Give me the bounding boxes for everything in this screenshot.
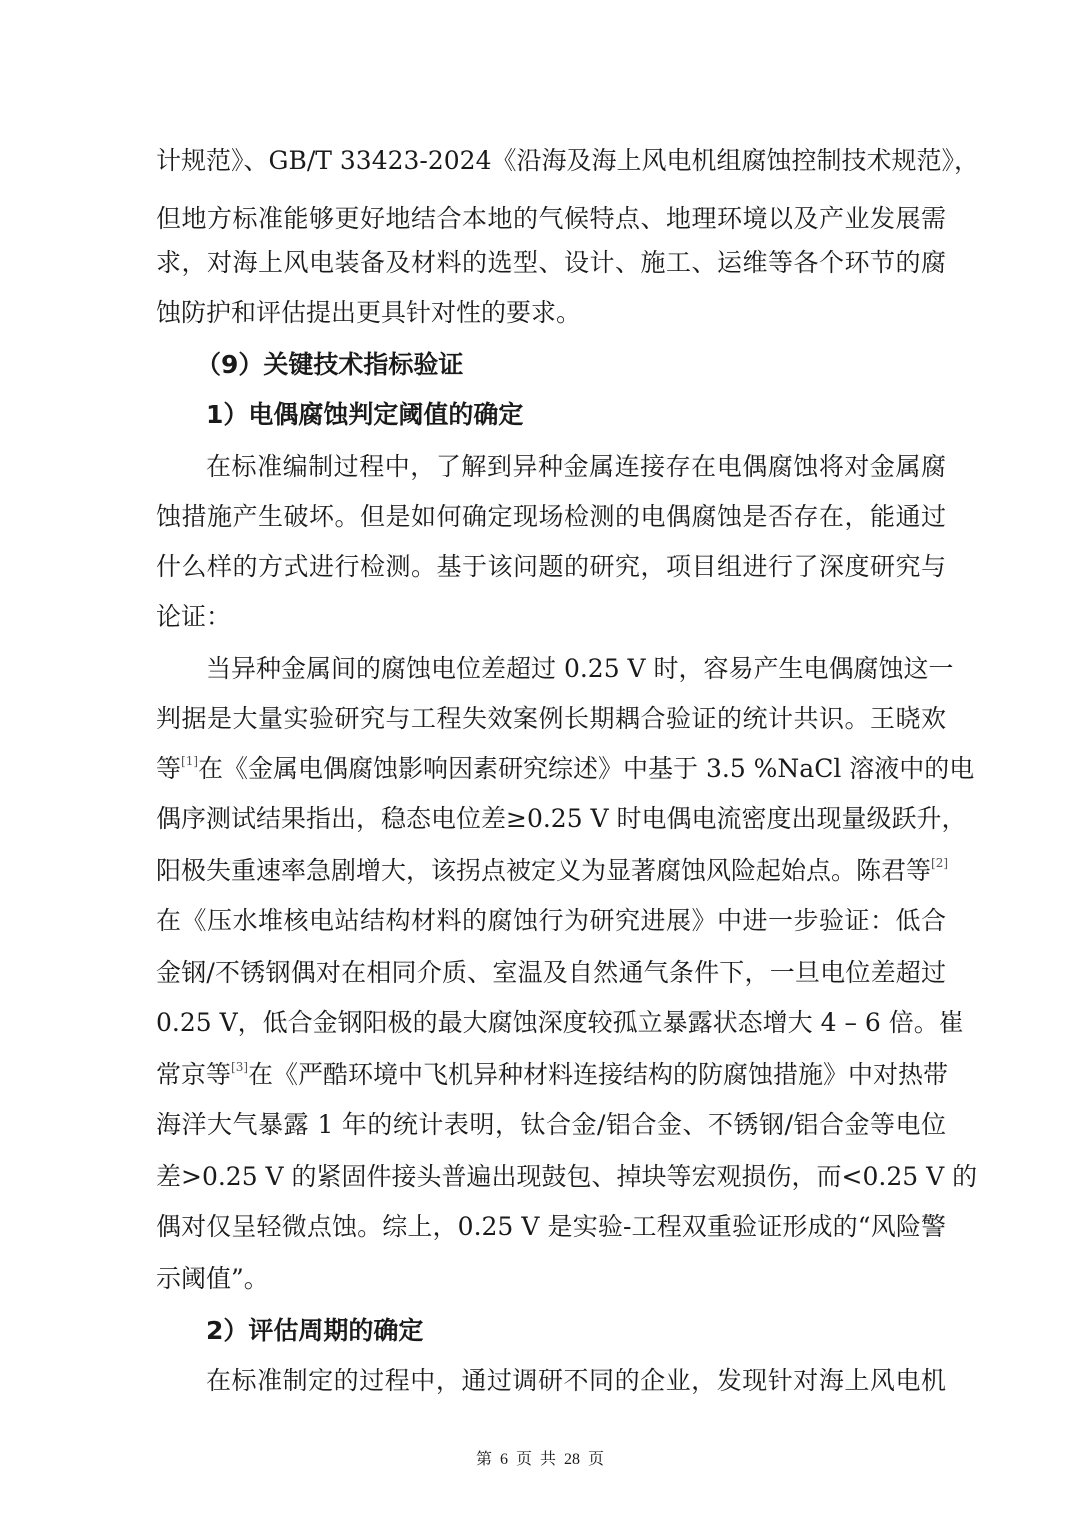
body-line: [156, 856, 949, 886]
body-line: 在标准制定的过程中，通过调研不同的企业，发现针对海上风电机: [206, 1366, 946, 1395]
body-line: 计规范》、GB/T 33423-2024《沿海及海上风电机组腐蚀控制技术规范》，: [156, 146, 979, 175]
text-run: 常京等: [156, 1060, 232, 1089]
body-line: [156, 1060, 949, 1090]
body-line: 判据是大量实验研究与工程失效案例长期耦合验证的统计共识。王晓欢: [156, 704, 946, 733]
citation-ref: [2]: [931, 856, 949, 870]
body-line: 0.25 V，低合金钢阳极的最大腐蚀深度较孤立暴露状态增大 4 – 6 倍。崔: [156, 1008, 964, 1037]
body-line: 示阈值”。: [156, 1264, 269, 1293]
body-line: 在标准编制过程中，了解到异种金属连接存在电偶腐蚀将对金属腐: [206, 452, 946, 481]
text-run: 阳极失重速率急剧增大，该拐点被定义为显著腐蚀风险起始点。陈君等: [156, 856, 932, 885]
body-line: [156, 754, 975, 784]
body-line: 什么样的方式进行检测。基于该问题的研究，项目组进行了深度研究与: [156, 552, 946, 581]
body-line: 金钢/不锈钢偶对在相同介质、室温及自然通气条件下，一旦电位差超过: [156, 958, 946, 987]
subsection-heading: 1）电偶腐蚀判定阈值的确定: [206, 400, 524, 429]
citation-ref: [3]: [231, 1060, 249, 1074]
body-line: 蚀措施产生破坏。但是如何确定现场检测的电偶腐蚀是否存在，能通过: [156, 502, 946, 531]
body-line: 当异种金属间的腐蚀电位差超过 0.25 V 时，容易产生电偶腐蚀这一: [206, 654, 954, 683]
subsection-heading: 2）评估周期的确定: [206, 1316, 424, 1345]
body-line: 求，对海上风电装备及材料的选型、设计、施工、运维等各个环节的腐: [156, 248, 946, 277]
page-footer: 第 6 页 共 28 页: [475, 1451, 604, 1468]
body-line: 蚀防护和评估提出更具针对性的要求。: [156, 298, 582, 327]
text-run: 在《严酷环境中飞机异种材料连接结构的防腐蚀措施》中对热带: [248, 1060, 949, 1089]
text-run: 在《金属电偶腐蚀影响因素研究综述》中基于 3.5 %NaCl 溶液中的电: [198, 754, 975, 783]
section-heading: （9）关键技术指标验证: [196, 350, 464, 379]
body-line: 偶序测试结果指出，稳态电位差≥0.25 V 时电偶电流密度出现量级跃升，: [156, 804, 967, 833]
body-line: 海洋大气暴露 1 年的统计表明，钛合金/铝合金、不锈钢/铝合金等电位: [156, 1110, 946, 1139]
body-line: 偶对仅呈轻微点蚀。综上，0.25 V 是实验-工程双重验证形成的“风险警: [156, 1212, 946, 1241]
body-line: 差>0.25 V 的紧固件接头普遍出现鼓包、掉块等宏观损伤，而<0.25 V 的: [156, 1162, 978, 1191]
citation-ref: [1]: [181, 754, 199, 768]
body-line: 在《压水堆核电站结构材料的腐蚀行为研究进展》中进一步验证：低合: [156, 906, 946, 935]
text-run: 等: [156, 754, 182, 783]
body-line: 但地方标准能够更好地结合本地的气候特点、地理环境以及产业发展需: [156, 204, 946, 233]
body-line: 论证：: [156, 602, 232, 631]
